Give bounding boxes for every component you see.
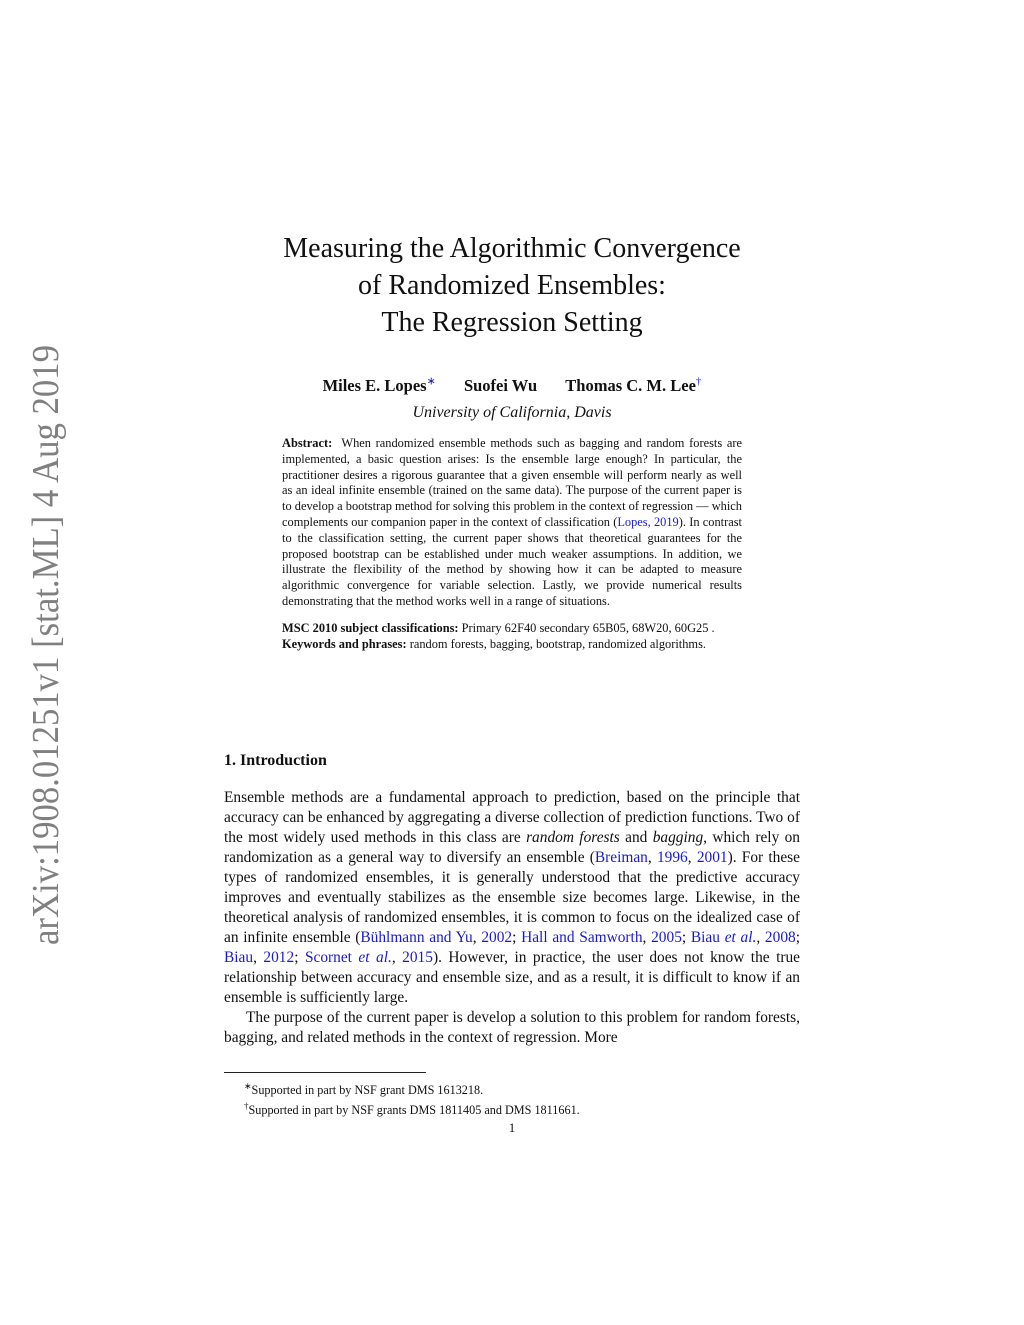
msc-label: MSC 2010 subject classifications: xyxy=(282,620,459,635)
text-run: ; xyxy=(294,949,305,966)
citation-link[interactable]: 2005 xyxy=(651,929,682,946)
text-run: , xyxy=(253,949,264,966)
citation-link[interactable] xyxy=(305,949,392,966)
section-heading: 1. Introduction xyxy=(224,752,327,769)
msc-text: Primary 62F40 secondary 65B05, 68W20, 60G25 . xyxy=(458,620,715,635)
citation-author: Lopes xyxy=(617,514,648,529)
text-run: Ensemble methods are a fundamental approach to prediction, based on the principle that accuracy can be enhanced by aggregating a diverse collection of prediction functions. Two of the most widely used methods in this class are xyxy=(224,789,800,846)
text-run: ). For these types of randomized ensembles, it is generally understood that the predictive accuracy improves and eventually stabilizes as the ensemble size becomes large. Likewise, in the theoretical analysis of randomized ensembles, it is common to focus on the idealized case of an infinite ensemble ( xyxy=(224,849,801,946)
affiliation: University of California, Davis xyxy=(412,404,612,421)
keywords-text: random forests, bagging, bootstrap, randomized algorithms. xyxy=(406,636,706,651)
author-name: Suofei Wu xyxy=(463,375,538,395)
arxiv-watermark-text: arXiv:1908.01251v1 [stat.ML] 4 Aug 2019 xyxy=(25,340,67,945)
footnote xyxy=(224,1098,800,1118)
citation-link[interactable]: 2008 xyxy=(764,929,796,946)
footnote-mark: † xyxy=(244,1101,249,1112)
text-run: , xyxy=(391,949,403,966)
title-line: The Regression Setting xyxy=(381,307,643,338)
text-run: and xyxy=(619,829,653,846)
keywords-label: Keywords and phrases: xyxy=(282,636,407,651)
text-run: , xyxy=(472,929,482,946)
text-run: ; xyxy=(681,929,691,946)
citation-link[interactable]: Bühlmann and Yu xyxy=(360,929,473,946)
text-run: , xyxy=(756,929,765,946)
text-run: , xyxy=(647,849,657,866)
author xyxy=(464,376,537,395)
citation-author: Scornet xyxy=(304,949,359,966)
citation-link[interactable]: 1996 xyxy=(656,849,688,866)
citation-link[interactable]: 2012 xyxy=(263,949,295,966)
text-run: ; xyxy=(512,929,522,946)
intro-paragraph: The purpose of the current paper is develop a solution to this problem for random forests, bagging, and related methods in the context of regression. More xyxy=(224,1009,800,1046)
text-run: ). However, in practice, the user does not know the true relationship between accuracy and ensemble size, and as a result, it is difficult to know if an ensemble is sufficiently large. xyxy=(224,949,801,1006)
keywords xyxy=(282,637,742,653)
footnote xyxy=(224,1078,800,1098)
author xyxy=(323,376,436,395)
footnote-text: Supported in part by NSF grant DMS 1613218. xyxy=(251,1083,484,1098)
footnotes xyxy=(224,1078,800,1118)
author-list xyxy=(250,374,774,396)
author-footnote-mark[interactable]: ∗ xyxy=(426,375,436,387)
text-run: , which rely on randomization as a general way to diversify an ensemble ( xyxy=(224,829,801,866)
citation-year: 2019 xyxy=(653,514,679,529)
author-name: Thomas C. M. Lee xyxy=(565,375,696,395)
abstract-text: When randomized ensemble methods such as bagging and random forests are implemented, a basic question arises: Is the ensemble large enough? In particular, the practitioner desires a rigorous guarantee that a given ensemble will perform nearly as well as an ideal infinite ensemble (trained on the same data). The purpose of the current paper is to develop a bootstrap method for solving this problem in the context of regression — which complements our companion paper in the context of classification ( xyxy=(282,436,742,529)
emphasis: random forests xyxy=(526,829,620,846)
citation-link[interactable]: 2015 xyxy=(402,949,433,966)
page-number: 1 xyxy=(508,1120,516,1135)
citation-link[interactable]: 2002 xyxy=(481,929,513,946)
introduction-body xyxy=(224,788,800,1048)
footnote-mark: ∗ xyxy=(244,1081,252,1091)
footnote-text: Supported in part by NSF grants DMS 1811405 and DMS 1811661. xyxy=(248,1103,580,1118)
footnote-rule xyxy=(224,1072,426,1073)
text-run: ; xyxy=(795,929,800,946)
citation-sep: , xyxy=(647,514,654,529)
arxiv-watermark-svg xyxy=(8,340,72,950)
abstract-label: Abstract: xyxy=(282,436,333,450)
author-name: Miles E. Lopes xyxy=(322,375,427,395)
citation-link[interactable]: Breiman xyxy=(594,849,648,866)
text-run: , xyxy=(687,849,697,866)
abstract-text: ). In contrast to the classification setting, the current paper shows that theoretical guarantees for the proposed bootstrap can be established under much weaker assumptions. In addition, we illustrate the flexibility of the method by showing how it can be adapted to measure algorithmic convergence for variable selection. Lastly, we provide numerical results demonstrating that the method works well in a range of situations. xyxy=(282,514,742,608)
msc-classifications xyxy=(282,621,742,637)
author-footnote-mark[interactable]: † xyxy=(695,375,702,387)
citation-etal: et al. xyxy=(358,949,392,966)
emphasis: bagging xyxy=(652,829,704,846)
citation-link[interactable]: Hall and Samworth xyxy=(521,929,643,946)
title-line: of Randomized Ensembles: xyxy=(358,270,666,301)
citation-link[interactable]: 2001 xyxy=(696,849,728,866)
citation-etal: et al. xyxy=(724,929,757,946)
intro-paragraph xyxy=(224,788,800,1008)
citation-link[interactable] xyxy=(617,515,678,529)
text-run: , xyxy=(642,929,652,946)
arxiv-watermark xyxy=(8,340,72,950)
paper-title xyxy=(160,230,864,341)
citation-link[interactable] xyxy=(691,929,756,946)
citation-link[interactable]: Biau xyxy=(224,949,254,966)
author xyxy=(565,376,701,395)
abstract-paragraph xyxy=(282,436,742,610)
abstract xyxy=(282,436,742,652)
title-line: Measuring the Algorithmic Convergence xyxy=(283,233,741,264)
citation-author: Biau xyxy=(690,929,725,946)
